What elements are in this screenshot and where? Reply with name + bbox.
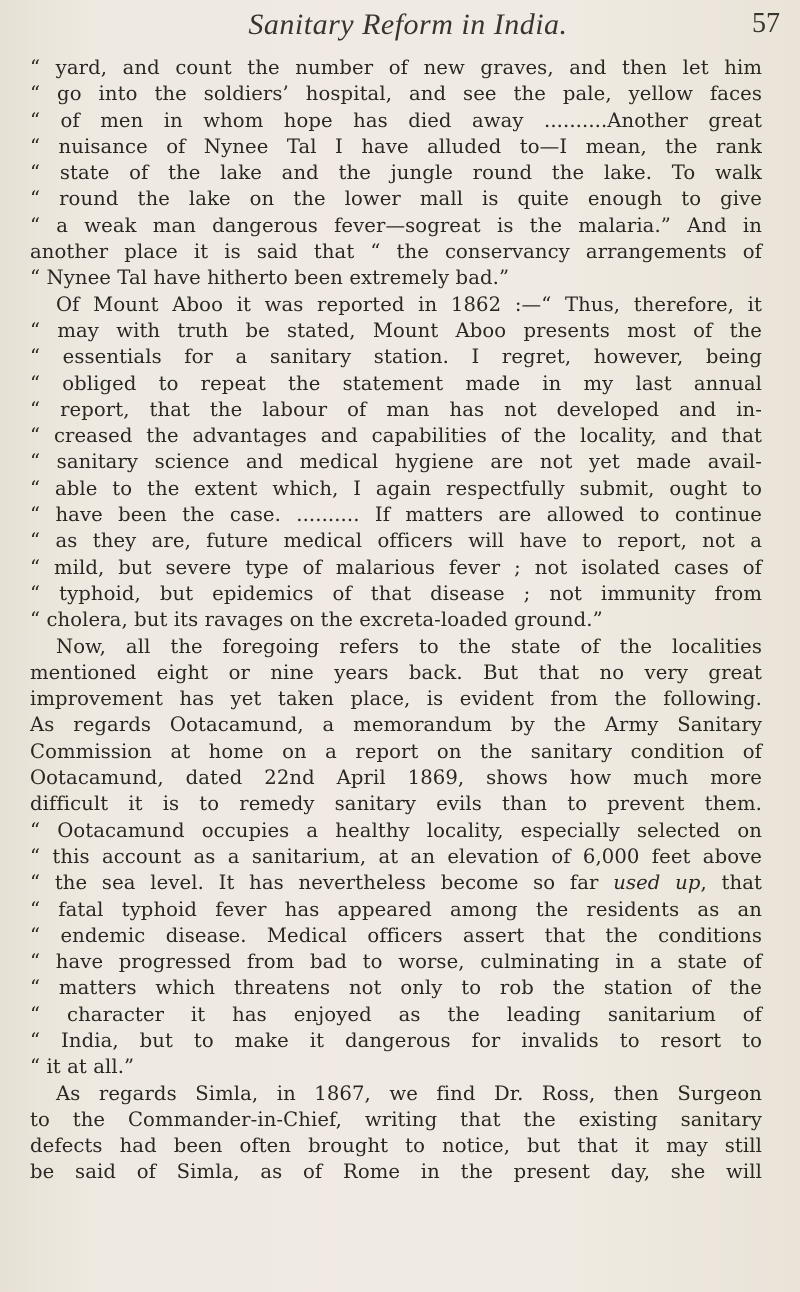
- text-line: “ nuisance of Nynee Tal I have alluded to—I mean, the rank: [30, 134, 762, 158]
- text-line: difficult it is to remedy sanitary evils than to prevent them.: [30, 792, 762, 816]
- italic-phrase: used up: [613, 871, 701, 895]
- body-text: [30, 55, 762, 1186]
- text-segment: “ the sea level. It has nevertheless become so far: [30, 871, 614, 895]
- text-line: “ endemic disease. Medical officers assert that the conditions: [30, 923, 762, 947]
- text-line: Ootacamund, dated 22nd April 1869, shows how much more: [30, 766, 762, 790]
- text-line: “ have progressed from bad to worse, culminating in a state of: [30, 950, 762, 974]
- text-line: “ sanitary science and medical hygiene are not yet made avail-: [30, 450, 762, 474]
- text-line: “ fatal typhoid fever has appeared among the residents as an: [30, 897, 762, 921]
- running-head: [36, 8, 780, 52]
- text-line: “ round the lake on the lower mall is quite enough to give: [30, 187, 762, 211]
- text-line: “ matters which threatens not only to rob the station of the: [30, 976, 762, 1000]
- text-line: “ able to the extent which, I again respectfully submit, ought to: [30, 476, 762, 500]
- text-line: “ character it has enjoyed as the leading sanitarium of: [30, 1002, 762, 1026]
- text-line: “ mild, but severe type of malarious fever ; not isolated cases of: [30, 555, 762, 579]
- text-line: defects had been often brought to notice, but that it may still: [30, 1134, 762, 1158]
- text-line: “ essentials for a sanitary station. I regret, however, being: [30, 345, 762, 369]
- text-line-with-italic: [30, 870, 762, 896]
- text-line: mentioned eight or nine years back. But that no very great: [30, 660, 762, 684]
- text-line: As regards Ootacamund, a memorandum by the Army Sanitary: [30, 713, 762, 737]
- text-line: be said of Simla, as of Rome in the present day, she will: [30, 1160, 762, 1184]
- page-number: 57: [752, 8, 780, 39]
- text-line: “ Ootacamund occupies a healthy locality, especially selected on: [30, 818, 762, 842]
- text-line: Now, all the foregoing refers to the state of the localities: [56, 634, 762, 658]
- text-line: “ yard, and count the number of new graves, and then let him: [30, 56, 762, 79]
- text-line: “ Nynee Tal have hitherto been extremely bad.”: [30, 266, 510, 290]
- text-line: “ as they are, future medical officers will have to report, not a: [30, 529, 762, 553]
- text-line: another place it is said that “ the conservancy arrangements of: [30, 240, 762, 264]
- text-line: “ may with truth be stated, Mount Aboo presents most of the: [30, 318, 762, 342]
- text-line: to the Commander-in-Chief, writing that the existing sanitary: [30, 1107, 762, 1131]
- text-line: “ of men in whom hope has died away ..........Another great: [30, 108, 762, 132]
- text-line: As regards Simla, in 1867, we find Dr. Ross, then Surgeon: [56, 1081, 762, 1105]
- text-line: “ cholera, but its ravages on the excreta-loaded ground.”: [30, 608, 603, 632]
- text-line: “ creased the advantages and capabilities of the locality, and that: [30, 424, 762, 448]
- text-line: “ a weak man dangerous fever—sogreat is the malaria.” And in: [30, 213, 762, 237]
- text-line: “ this account as a sanitarium, at an elevation of 6,000 feet above: [30, 844, 762, 868]
- text-line: Of Mount Aboo it was reported in 1862 :—“ Thus, therefore, it: [56, 292, 762, 316]
- text-line: “ go into the soldiers’ hospital, and see the pale, yellow faces: [30, 82, 762, 106]
- text-line: Commission at home on a report on the sanitary condition of: [30, 739, 762, 763]
- text-line: “ it at all.”: [30, 1055, 135, 1079]
- text-line: “ obliged to repeat the statement made in my last annual: [30, 371, 762, 395]
- text-line: “ have been the case. .......... If matters are allowed to continue: [30, 503, 762, 527]
- running-title: Sanitary Reform in India.: [248, 8, 568, 41]
- text-line: “ India, but to make it dangerous for invalids to resort to: [30, 1028, 762, 1052]
- text-line: improvement has yet taken place, is evident from the following.: [30, 687, 762, 711]
- text-line: “ typhoid, but epidemics of that disease ; not immunity from: [30, 581, 762, 605]
- text-segment: , that: [700, 871, 763, 895]
- text-line: “ report, that the labour of man has not developed and in-: [30, 397, 762, 421]
- text-line: “ state of the lake and the jungle round the lake. To walk: [30, 161, 762, 185]
